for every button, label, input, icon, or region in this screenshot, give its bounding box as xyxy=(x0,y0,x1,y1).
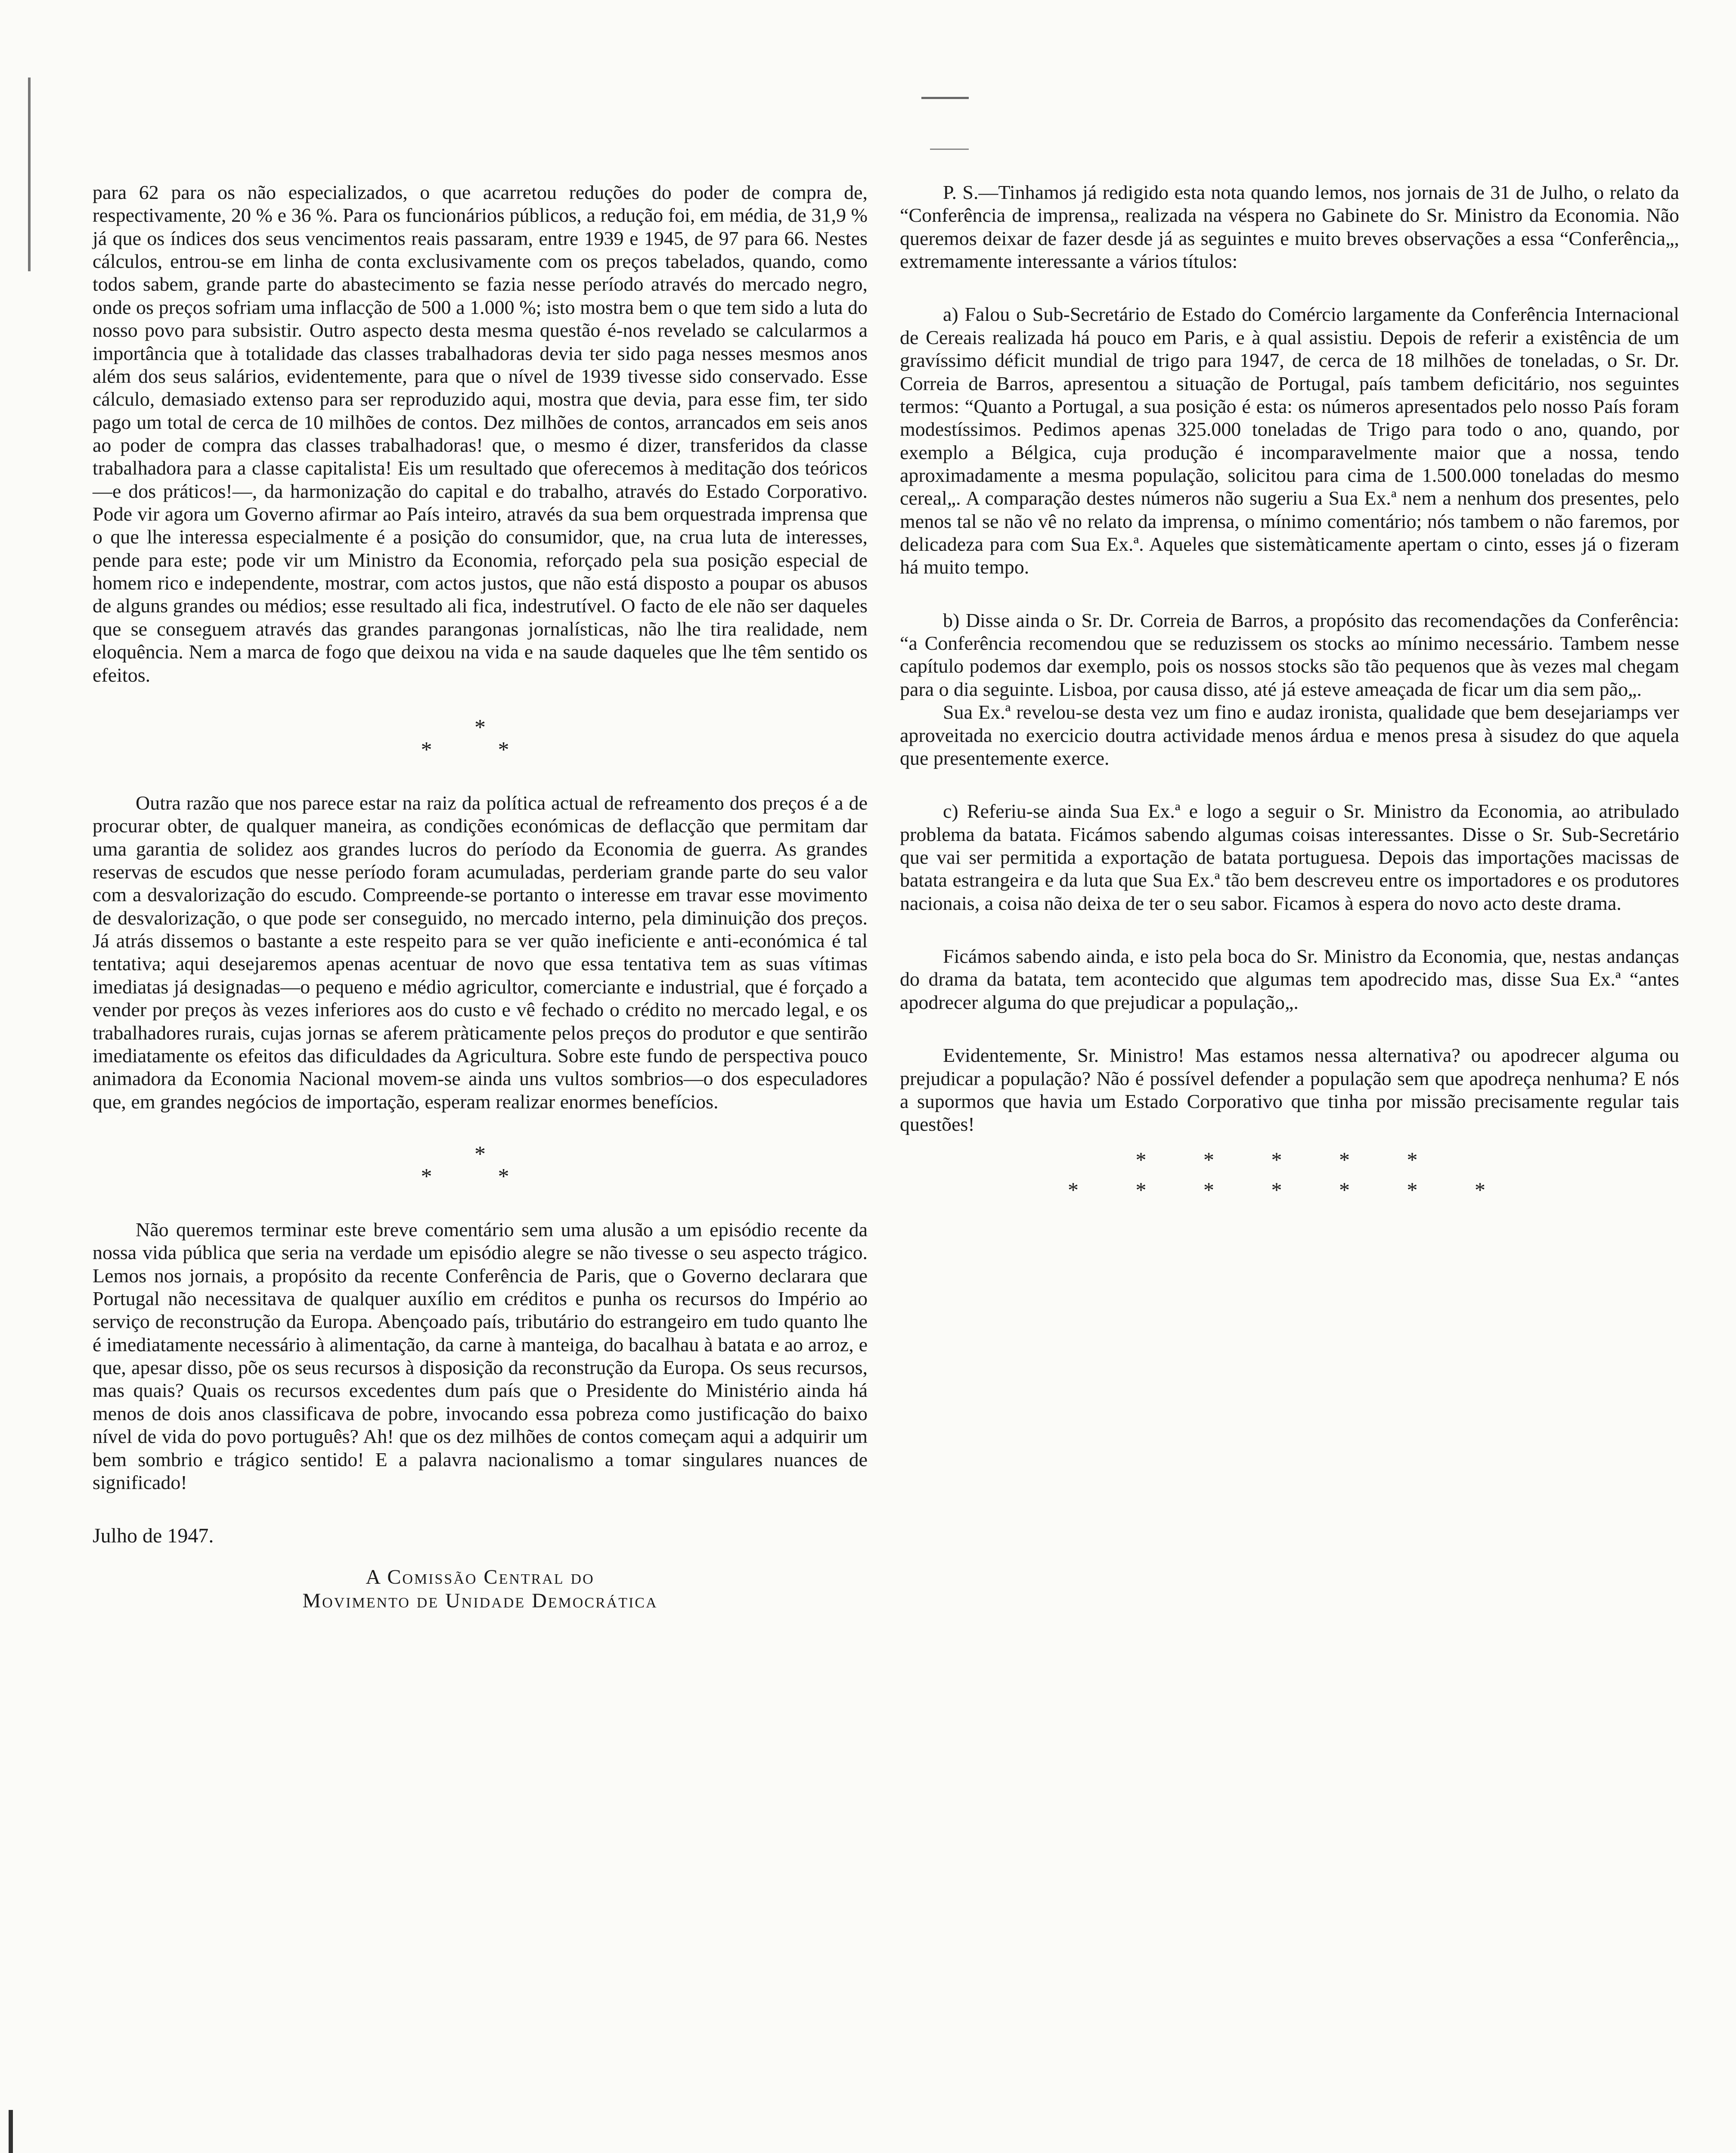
section-separator: * * * xyxy=(421,1142,539,1189)
paragraph: para 62 para os não especializados, o que acarretou reduções do poder de compra de, respectivamente, 20 % e 36 %. Para os funcionários públicos, a redução foi, em média, de 31,9 % já que os índices dos seus vencimentos reais passaram, entre 1939 e 1945, de 97 para 66. Nestes cálculos, entrou-se em linha de conta exclusivamente com os preços tabelados, quando, como todos sabem, grande parte do abastecimento se fazia nesse período através do mercado negro, onde os preços sofriam uma inflacção de 500 a 1.000 %; isto mostra bem o que tem sido a luta do nosso povo para subsistir. Outro aspecto desta mesma questão é-nos revelado se calcularmos a importância que à totalidade das classes trabalhadoras devia ter sido paga nesses mesmos anos além dos seus salários, evidentemente, para que o nível de 1939 tivesse sido conservado. Esse cálculo, demasiado extenso para ser reproduzido aqui, mostra que devia, para esse fim, ter sido pago um total de cerca de 10 milhões de contos. Dez milhões de contos, arrancados em seis anos ao poder de compra das classes trabalhadoras! que, o mesmo é dizer, transferidos da classe trabalhadora para a classe capitalista! Eis um resultado que oferecemos à meditação dos teóricos—e dos práticos!—, da harmonização do capital e do trabalho, através do Estado Corporativo. Pode vir agora um Governo afirmar ao País inteiro, através da sua bem orquestrada imprensa que o que lhe interessa especialmente é a posição do consumidor, que, na crua luta de interesses, pende para este; pode vir um Ministro da Economia, reforçado pela sua posição especial de homem rico e independente, mostrar, com actos justos, que não está disposto a poupar os abusos de alguns grandes ou médios; esse resultado ali fica, indestrutível. O facto de ele não ser daqueles que se conseguem através das grandes parangonas jornalísticas, não lhe tira realidade, nem eloquência. Nem a marca de fogo que deixou na vida e na saude daqueles que lhe têm sentido os efeitos. xyxy=(93,181,868,686)
date: Julho de 1947. xyxy=(93,1524,214,1548)
right-column xyxy=(900,181,1679,1205)
point-c: c) Referiu-se ainda Sua Ex.ª e logo a seguir o Sr. Ministro da Economia, ao atribulado problema da batata. Ficámos sabendo algumas coisas interessantes. Disse o Sr. Sub-Secretário que vai ser permitida a exportação de batata portuguesa. Depois das importações macissas de batata estrangeira e da luta que Sua Ex.ª tão bem descreveu entre os importadores e os produtores nacionais, a coisa não deixa de ter o seu sabor. Ficamos à espera do novo acto deste drama. xyxy=(900,800,1679,914)
point-a: a) Falou o Sub-Secretário de Estado do Comércio largamente da Conferência Internacional de Cereais realizada há pouco em Paris, e à qual assistiu. Depois de referir a existência de um gravíssimo déficit mundial de trigo para 1947, de cerca de 18 milhões de toneladas, o Sr. Dr. Correia de Barros, apresentou a situação de Portugal, país tambem deficitário, nos seguintes termos: “Quanto a Portugal, a sua posição é esta: os números apresentados pelo nosso País foram modestíssimos. Pedimos apenas 325.000 toneladas de Trigo para todo o ano, quando, por exemplo a Bélgica, cuja produção é incomparavelmente maior que a nossa, tendo aproximadamente a mesma população, solicitou para cima de 1.500.000 toneladas do mesmo cereal„. A comparação destes números não sugeriu a Sua Ex.ª nem a nenhum dos presentes, pelo menos tal se não vê no relato da imprensa, o mínimo comentário; nós tambem o não faremos, por delicadeza para com Sua Ex.ª. Aqueles que sistemàticamente apertam o cinto, esses já o fizeram há muito tempo. xyxy=(900,303,1679,578)
postscript: P. S.—Tinhamos já redigido esta nota quando lemos, nos jornais de 31 de Julho, o relato da “Conferência de imprensa„ realizada na véspera no Gabinete do Sr. Ministro da Economia. Não queremos deixar de fazer desde já as seguintes e muito breves observações a essa “Conferência„, extremamente interessante a vários títulos: xyxy=(900,181,1679,273)
point-b: b) Disse ainda o Sr. Dr. Correia de Barros, a propósito das recomendações da Conferência: “a Conferência recomendou que se reduzissem os stocks ao mínimo necessário. Tambem nesse capítulo podemos dar exemplo, pois os nossos stocks são tão pequenos que às vezes mal chegam para o dia seguinte. Lisboa, por causa disso, até já esteve ameaçada de ficar um dia sem pão„. xyxy=(900,609,1679,700)
signature: A Comissão Central do Movimento de Unidade Democrática xyxy=(302,1565,658,1613)
scan-mark xyxy=(9,2110,13,2153)
paragraph: Outra razão que nos parece estar na raiz da política actual de refreamento dos preços é a de procurar obter, de qualquer maneira, as condições económicas de deflacção que permitam dar uma garantia de solidez aos grandes lucros do período da Economia de guerra. As grandes reservas de escudos que nesse período foram acumuladas, perderiam grande parte do seu valor com a desvalorização do escudo. Compreende-se portanto o interesse em travar esse movimento de desvalorização, o que pode ser conseguido, no mercado interno, pela diminuição dos preços. Já atrás dissemos o bastante a este respeito para se ver quão ineficiente e anti-económica é tal tentativa; aqui desejaremos apenas acentuar de novo que essa tentativa tem as suas vítimas imediatas já designadas—o pequeno e médio agricultor, comerciante e industrial, que é forçado a vender por preços às vezes inferiores aos do custo e vê fechado o crédito no mercado legal, e os trabalhadores rurais, cujas jornas se aferem pràticamente pelos preços do produtor e que sentirão imediatamente os efeitos das dificuldades da Agricultura. Sobre este fundo de perspectiva pouco animadora da Economia Nacional movem-se ainda uns vultos sombrios—o dos especuladores que, em grandes negócios de importação, esperam realizar enormes benefícios. xyxy=(93,791,868,1113)
scan-mark xyxy=(921,97,969,99)
paragraph: Não queremos terminar este breve comentário sem uma alusão a um episódio recente da nossa vida pública que seria na verdade um episódio alegre se não tivesse o seu aspecto trágico. Lemos nos jornais, a propósito da recente Conferência de Paris, que o Governo declarara que Portugal não necessitava de qualquer auxílio em créditos e punha os recursos do Império ao serviço de reconstrução da Europa. Abençoado país, tributário do estrangeiro em tudo quanto lhe é imediatamente necessário à alimentação, da carne à manteiga, do bacalhau à batata e ao arroz, e que, apesar disso, põe os seus recursos à disposição da reconstrução da Europa. Os seus recursos, mas quais? Quais os recursos excedentes dum país que o Presidente do Ministério ainda há menos de dois anos classificava de pobre, invocando essa pobreza como justificação do baixo nível de vida do povo português? Ah! que os dez milhões de contos começam aqui a adquirir um bem sombrio e trágico sentido! E a palavra nacionalismo a tomar singulares nuances de significado! xyxy=(93,1218,868,1493)
scan-mark xyxy=(28,78,31,271)
scan-mark xyxy=(930,149,969,150)
paragraph: Ficámos sabendo ainda, e isto pela boca do Sr. Ministro da Economia, que, nestas andanças do drama da batata, tem acontecido que algumas tem apodrecido mas, disse Sua Ex.ª “antes apodrecer alguma do que prejudicar a população„. xyxy=(900,945,1679,1013)
paragraph: Sua Ex.ª revelou-se desta vez um fino e audaz ironista, qualidade que bem desejariamps ver aproveitada no exercicio doutra actividade menos árdua e menos presa à sisudez do que aquela que presentemente exerce. xyxy=(900,701,1679,769)
end-separator: * * * * * * * * * * * * xyxy=(1068,1147,1511,1202)
section-separator: * * * xyxy=(421,715,539,762)
left-column xyxy=(93,181,868,1613)
paragraph: Evidentemente, Sr. Ministro! Mas estamos nessa alternativa? ou apodrecer alguma ou prejudicar a população? Não é possível defender a população sem que apodreça nenhuma? E nós a supormos que havia um Estado Corporativo que tinha por missão precisamente regular tais questões! xyxy=(900,1044,1679,1135)
